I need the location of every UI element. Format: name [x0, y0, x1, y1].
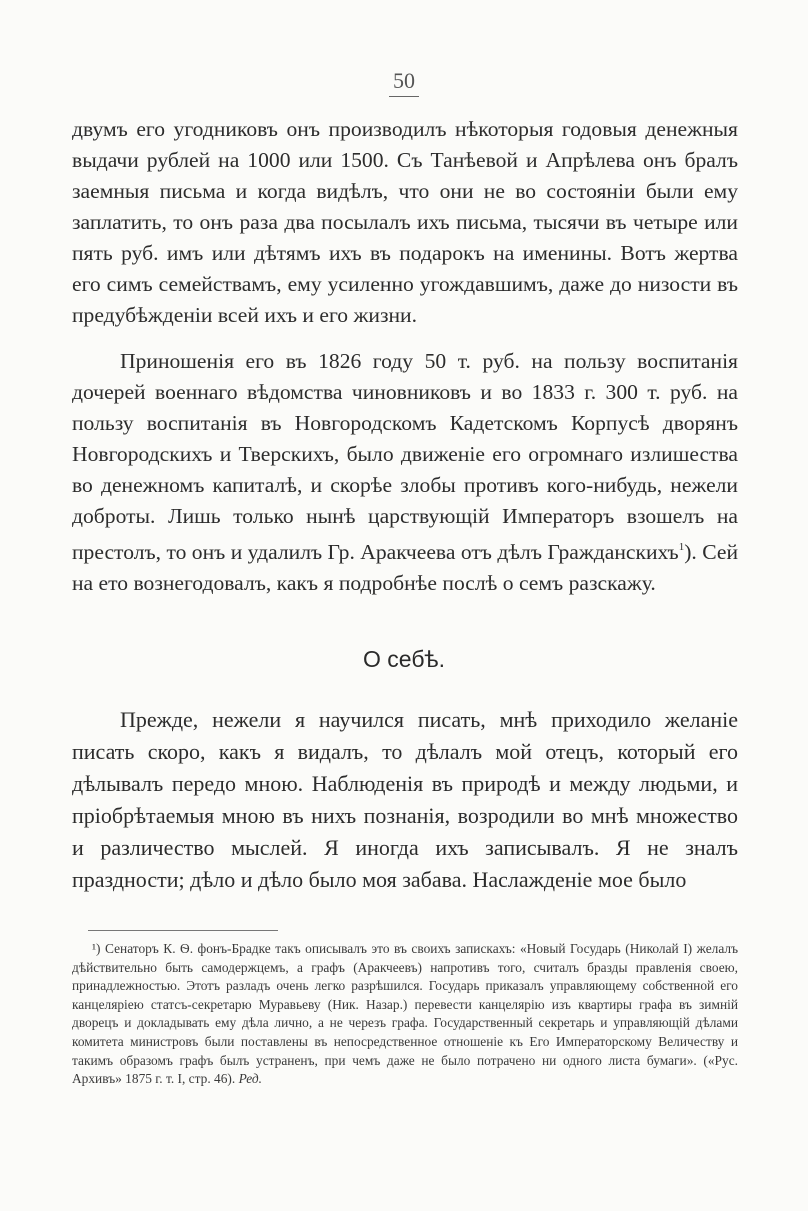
page-number-text: 50: [389, 68, 419, 97]
footnote-text: Сенаторъ К. Ѳ. фонъ-Брадке такъ описывалъ это въ своихъ запискахъ: «Новый Государь (Николай I) желалъ дѣйствительно быть самодержцемъ, а графъ (Аракчеевъ) напротивъ того, считалъ бразды правленiя своею, принадлежностью. Этотъ разладъ очень легко разрѣшился. Государь приказалъ управляющему собственной его канцелярiею статсъ-секретарю Муравьеву (Ник. Назар.) перевести канцелярiю изъ квартиры графа въ зимнiй дворецъ и докладывать ему дѣла лично, а не черезъ графа. Государственный секретарь и управляющiй дѣлами комитета министровъ были поставлены въ непосредственное отношенiе къ Его Императорскому Величеству и такимъ образомъ графъ былъ устраненъ, при чемъ даже не было потрачено ни одного листа бумаги». («Рус. Архивъ» 1875 г. т. I, стр. 46).: [72, 941, 738, 1087]
paragraph-2: [72, 346, 738, 599]
footnote-body: [72, 940, 738, 1089]
section-heading: О себѣ.: [363, 646, 445, 672]
paragraph-1: [72, 114, 738, 331]
paragraph-2-tail: ). Сей на ето вознегодовалъ, какъ я подробнѣе послѣ о семъ разскажу.: [72, 540, 738, 595]
paragraph-2-body: [72, 346, 738, 599]
paragraph-3-text: Прежде, нежели я научился писать, мнѣ приходило желанiе писать скоро, какъ я видалъ, то дѣлалъ мой отецъ, который его дѣлывалъ передо мною. Наблюденiя въ природѣ и между людьми, и прiобрѣтаемыя мною въ нихъ познанiя, возродили во мнѣ множество и различество мыслей. Я иногда ихъ записывалъ. Я не зналъ праздности; дѣло и дѣло было моя забава. Наслажденiе мое было: [72, 707, 738, 892]
paragraph-1-text: двумъ его угодниковъ онъ производилъ нѣкоторыя годовыя денежныя выдачи рублей на 1000 или 1500. Съ Танѣевой и Апрѣлева онъ бралъ заемныя письма и когда видѣлъ, что они не во состоянiи были ему заплатить, то онъ раза два посылалъ ихъ письма, тысячи въ четыре или пять руб. имъ или дѣтямъ ихъ въ подарокъ на именины. Вотъ жертва его симъ семействамъ, ему усиленно угождавшимъ, даже до низости въ предубѣжденiи всей ихъ и его жизни.: [72, 117, 738, 327]
editor-mark: Ред.: [238, 1071, 263, 1087]
paragraph-3: [72, 704, 738, 896]
footnote-divider: [88, 930, 278, 931]
paragraph-2-text: Приношенiя его въ 1826 году 50 т. руб. на пользу воспитанiя дочерей военнаго вѣдомства чиновниковъ и во 1833 г. 300 т. руб. на пользу воспитанiя въ Новгородскомъ Кадетскомъ Корпусѣ дворянъ Новгородскихъ и Тверскихъ, было движенiе его огромнаго излишества во денежномъ капиталѣ, и скорѣе злобы противъ кого-нибудь, нежели доброты. Лишь только нынѣ царствующiй Императоръ взошелъ на престолъ, то онъ и удалилъ Гр. Аракчеева отъ дѣлъ Гражданскихъ: [72, 349, 738, 564]
footnote: [72, 940, 738, 1089]
footnote-marker: ¹): [92, 941, 101, 956]
page-number: [0, 68, 808, 97]
footnote-reference[interactable]: 1: [678, 541, 685, 553]
